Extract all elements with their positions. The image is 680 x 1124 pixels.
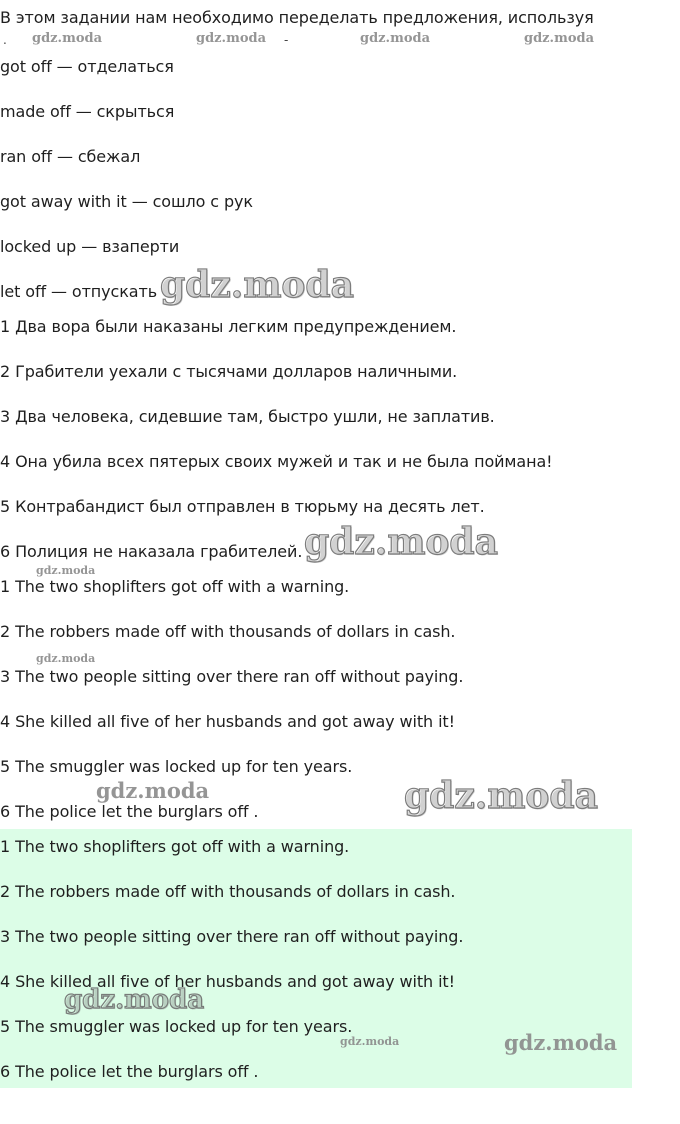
watermark: gdz.moda	[504, 1030, 618, 1055]
phrase-item: got away with it — сошло с рук	[0, 192, 253, 211]
intro-mark-dot: .	[3, 33, 7, 47]
watermark: gdz.moda	[340, 1035, 400, 1048]
russian-sentence: 2 Грабители уехали с тысячами долларов наличными.	[0, 362, 458, 381]
answer-sentence: 2 The robbers made off with thousands of dollars in cash.	[0, 882, 456, 901]
watermark: gdz.moda	[96, 778, 210, 803]
watermark: gdz.moda	[304, 521, 498, 563]
phrase-item: locked up — взаперти	[0, 237, 180, 256]
english-sentence: 6 The police let the burglars off .	[0, 802, 259, 821]
russian-sentence: 3 Два человека, сидевшие там, быстро ушли, не заплатив.	[0, 407, 495, 426]
answer-sentence: 1 The two shoplifters got off with a warning.	[0, 837, 350, 856]
intro-text: В этом задании нам необходимо переделать предложения, используя	[0, 8, 594, 27]
english-sentence: 1 The two shoplifters got off with a warning.	[0, 577, 350, 596]
answer-sentence: 3 The two people sitting over there ran off without paying.	[0, 927, 464, 946]
russian-sentence: 4 Она убила всех пятерых своих мужей и так и не была поймана!	[0, 452, 553, 471]
watermark: gdz.moda	[404, 775, 598, 817]
watermark: gdz.moda	[32, 31, 103, 46]
russian-sentence: 1 Два вора были наказаны легким предупреждением.	[0, 317, 457, 336]
english-sentence: 3 The two people sitting over there ran off without paying.	[0, 667, 464, 686]
watermark: gdz.moda	[36, 564, 96, 577]
answer-sentence: 6 The police let the burglars off .	[0, 1062, 259, 1081]
answer-sentence: 4 She killed all five of her husbands and got away with it!	[0, 972, 455, 991]
russian-sentence: 6 Полиция не наказала грабителей.	[0, 542, 303, 561]
watermark: gdz.moda	[524, 31, 595, 46]
answer-sentence: 5 The smuggler was locked up for ten years.	[0, 1017, 353, 1036]
watermark: gdz.moda	[360, 31, 431, 46]
phrase-item: let off — отпускать	[0, 282, 158, 301]
english-sentence: 5 The smuggler was locked up for ten years.	[0, 757, 353, 776]
intro-mark-dash: -	[284, 33, 289, 47]
watermark: gdz.moda	[160, 264, 354, 306]
english-sentence: 2 The robbers made off with thousands of dollars in cash.	[0, 622, 456, 641]
russian-sentence: 5 Контрабандист был отправлен в тюрьму на десять лет.	[0, 497, 485, 516]
english-sentence: 4 She killed all five of her husbands and got away with it!	[0, 712, 455, 731]
phrase-item: made off — скрыться	[0, 102, 175, 121]
watermark: gdz.moda	[64, 985, 205, 1015]
watermark: gdz.moda	[196, 31, 267, 46]
phrase-item: ran off — сбежал	[0, 147, 141, 166]
watermark: gdz.moda	[36, 652, 96, 665]
phrase-item: got off — отделаться	[0, 57, 174, 76]
